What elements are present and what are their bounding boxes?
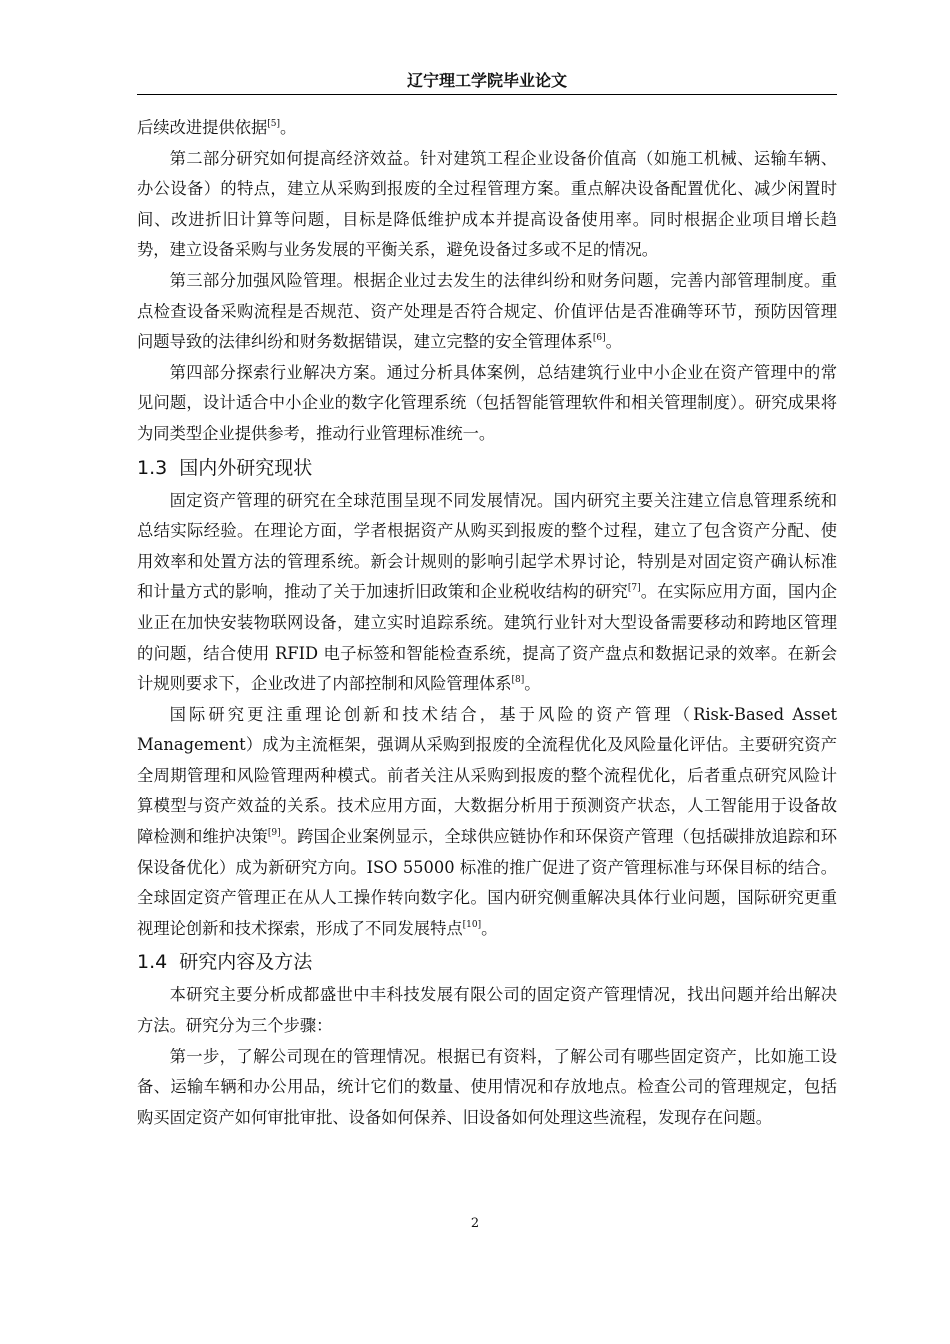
paragraph: 本研究主要分析成都盛世中丰科技发展有限公司的固定资产管理情况，找出问题并给出解决方法。研究分为三个步骤： (137, 985, 837, 1036)
paragraph: 第四部分探索行业解决方案。通过分析具体案例，总结建筑行业中小企业在资产管理中的常见问题，设计适合中小企业的数字化管理系统（包括智能管理软件和相关管理制度）。研究成果将为同类型企业提供参考，推动行业管理标准统一。 (137, 362, 837, 443)
citation: [5] (267, 119, 281, 129)
section-heading-1-3: 1.3 国内外研究现状 (137, 456, 313, 479)
paragraph: 固定资产管理的研究在全球范围呈现不同发展情况。国内研究主要关注建立信息管理系统和总结实际经验。在理论方面，学者根据资产从购买到报废的整个过程，建立了包含资产分配、使用效率和处置方法的管理系统。新会计规则的影响引起学术界讨论，特别是对固定资产确认标准和计量方式的影响，推动了关于加速折旧政策和企业税收结构的研究[7]。在实际应用方面，国内企业正在加快安装物联网设备，建立实时追踪系统。建筑行业针对大型设备需要移动和跨地区管理的问题，结合使用 RFID 电子标签和智能检查系统，提高了资产盘点和数据记录的效率。在新会计规则要求下，企业改进了内部控制和风险管理体系[8]。 (137, 490, 837, 694)
section-heading-1-4: 1.4 研究内容及方法 (137, 951, 313, 974)
citation: [6] (592, 333, 606, 344)
citation: [10] (462, 919, 482, 930)
citation: [9] (267, 828, 281, 839)
citation: [7] (627, 583, 641, 594)
paragraph: 国际研究更注重理论创新和技术结合，基于风险的资产管理（Risk-Based Asset Management）成为主流框架，强调从采购到报废的全流程优化及风险量化评估。主要研究资产全周期管理和风险管理两种模式。前者关注从采购到报废的整个流程优化，后者重点研究风险计算模型与资产效益的关系。技术应用方面，大数据分析用于预测资产状态，人工智能用于设备故障检测和维护决策[9]。跨国企业案例显示，全球供应链协作和环保资产管理（包括碳排放追踪和环保设备优化）成为新研究方向。ISO 55000 标准的推广促进了资产管理标准与环保目标的结合。全球固定资产管理正在从人工操作转向数字化。国内研究侧重解决具体行业问题，国际研究更重视理论创新和技术探索，形成了不同发展特点[10]。 (137, 704, 837, 938)
paragraph: 后续改进提供依据[5]。 (137, 118, 297, 137)
citation: [8] (511, 675, 525, 686)
page-number: 2 (470, 1216, 480, 1231)
document-body (137, 113, 837, 1133)
paragraph: 第二部分研究如何提高经济效益。针对建筑工程企业设备价值高（如施工机械、运输车辆、办公设备）的特点，建立从采购到报废的全过程管理方案。重点解决设备配置优化、减少闲置时间、改进折旧计算等问题，目标是降低维护成本并提高设备使用率。同时根据企业项目增长趋势，建立设备采购与业务发展的平衡关系，避免设备过多或不足的情况。 (137, 148, 837, 260)
paragraph: 第三部分加强风险管理。根据企业过去发生的法律纠纷和财务问题，完善内部管理制度。重点检查设备采购流程是否规范、资产处理是否符合规定、价值评估是否准确等环节，预防因管理问题导致的法律纠纷和财务数据错误，建立完整的安全管理体系[6]。 (137, 270, 837, 352)
paragraph: 第一步，了解公司现在的管理情况。根据已有资料，了解公司有哪些固定资产，比如施工设备、运输车辆和办公用品，统计它们的数量、使用情况和存放地点。检查公司的管理规定，包括购买固定资产如何审批审批、设备如何保养、旧设备如何处理这些流程，发现存在问题。 (137, 1046, 837, 1127)
page-header-title: 辽宁理工学院毕业论文 (137, 68, 837, 95)
